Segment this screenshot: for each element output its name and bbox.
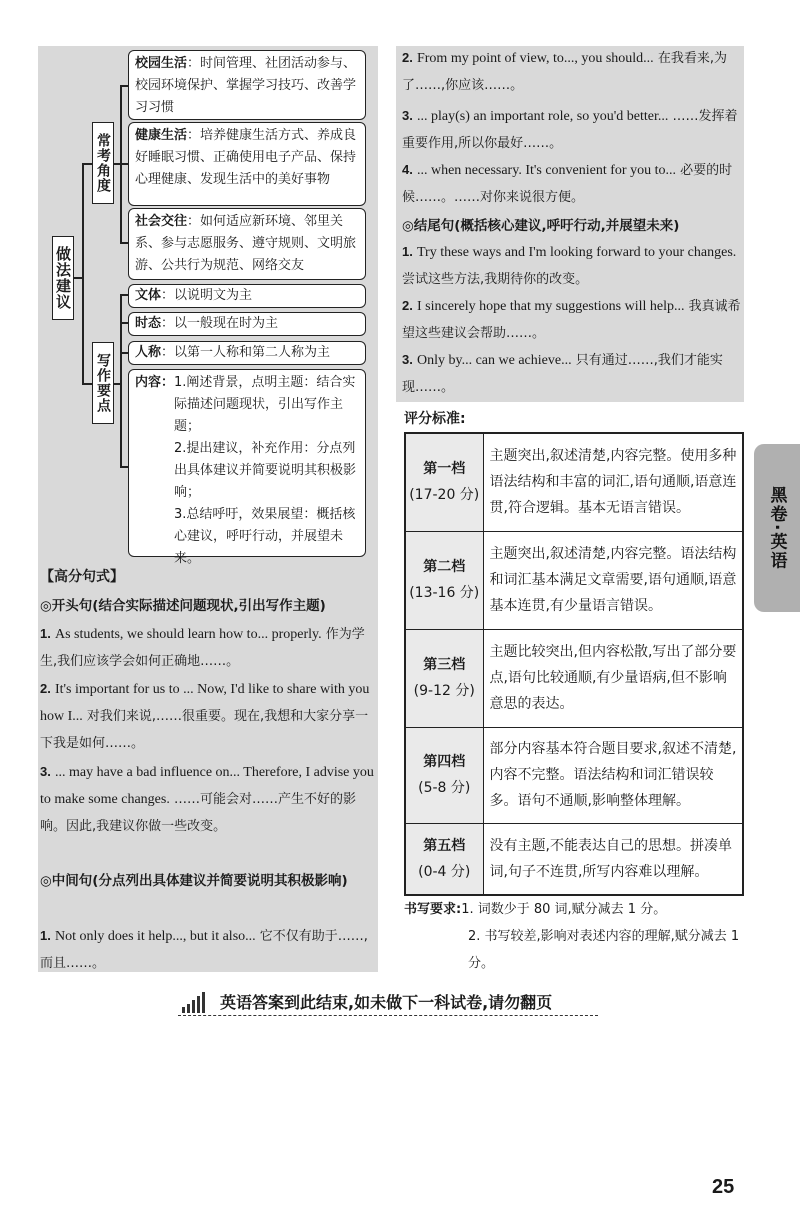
mindmap-root: 做法建议 xyxy=(52,236,74,320)
ending-sentence-2: 2. I sincerely hope that my suggestions will help... 我真诚希望这些建议会帮助……。 xyxy=(402,298,741,341)
table-row xyxy=(405,531,743,629)
ending-sentence-3: 3. Only by... can we achieve... 只有通过……,我们才能实现……。 xyxy=(402,352,723,395)
description-cell: 主题比较突出,但内容松散,写出了部分要点,语句比较通顺,有少量语病,但不影响意思的表达。 xyxy=(483,629,743,727)
angle-box-social: 社会交往：如何适应新环境、邻里关系、参与志愿服务、遵守规则、文明旅游、公共行为规范、网络交友 xyxy=(128,208,366,280)
level-cell: 第二档 (13-16 分) xyxy=(405,531,483,629)
connector-line xyxy=(120,322,128,324)
middle-heading: ◎中间句(分点列出具体建议并简要说明其积极影响) xyxy=(40,873,348,889)
connector-line xyxy=(120,163,128,165)
level-cell: 第一档 (17-20 分) xyxy=(405,433,483,531)
description-cell: 主题突出,叙述清楚,内容完整。使用多种语法结构和丰富的词汇,语句通顺,语意连贯,符合逻辑。基本无语言错误。 xyxy=(483,433,743,531)
content-item: 3.总结呼吁，效果展望：概括核心建议，呼吁行动，并展望未来。 xyxy=(174,507,356,566)
subject-side-tab: 黑卷·英语 xyxy=(754,444,800,612)
footer-note: 英语答案到此结束,如未做下一科试卷,请勿翻页 xyxy=(178,990,598,1016)
opening-sentence-1: 1. As students, we should learn how to... properly. 作为学生,我们应该学会如何正确地……。 xyxy=(40,626,365,669)
writing-requirements: 书写要求:1. 词数少于 80 词,赋分减去 1 分。 2. 书写较差,影响对表述内容的理解,赋分减去 1 分。 xyxy=(404,902,740,971)
description-cell: 没有主题,不能表达自己的思想。拼凑单词,句子不连贯,所写内容难以理解。 xyxy=(483,823,743,895)
connector-line xyxy=(82,383,92,385)
level-cell: 第五档 (0-4 分) xyxy=(405,823,483,895)
point-box-tense: 时态：以一般现在时为主 xyxy=(128,312,366,336)
connector-line xyxy=(74,277,82,279)
table-row xyxy=(405,433,743,531)
angle-box-campus: 校园生活：时间管理、社团活动参与、校园环境保护、掌握学习技巧、改善学习习惯 xyxy=(128,50,366,120)
connector-line xyxy=(120,294,128,296)
middle-sentence-3: 3. ... play(s) an important role, so you'd better... ……发挥着重要作用,所以你最好……。 xyxy=(402,108,738,151)
connector-line xyxy=(120,85,128,87)
high-score-title: 【高分句式】 xyxy=(40,569,124,585)
point-box-style: 文体：以说明文为主 xyxy=(128,284,366,308)
level-cell: 第四档 (5-8 分) xyxy=(405,727,483,823)
mindmap-branch-angles: 常考角度 xyxy=(92,122,114,204)
point-box-person: 人称：以第一人称和第二人称为主 xyxy=(128,341,366,365)
connector-line xyxy=(82,163,84,383)
middle-sentence-2: 2. From my point of view, to..., you should... 在我看来,为了……,你应该……。 xyxy=(402,50,727,93)
connector-line xyxy=(82,163,92,165)
content-item: 2.提出建议，补充作用：分点列出具体建议并简要说明其积极影响； xyxy=(174,441,357,500)
opening-heading: ◎开头句(结合实际描述问题现状,引出写作主题) xyxy=(40,598,326,614)
scoring-table xyxy=(404,432,744,896)
opening-sentence-3: 3. ... may have a bad influence on... Therefore, I advise you to make some changes. ……可能会对……产生不好的影响。因此,我建议你做一些改变。 xyxy=(40,764,374,834)
angle-box-health: 健康生活：培养健康生活方式、养成良好睡眠习惯、正确使用电子产品、保持心理健康、发现生活中的美好事物 xyxy=(128,122,366,206)
connector-line xyxy=(120,466,128,468)
point-box-content: 内容： 1.阐述背景，点明主题：结合实际描述问题现状，引出写作主题； 2.提出建议，补充作用：分点列出具体建议并简要说明其积极影响； 3.总结呼吁，效果展望：概括核心建议，呼吁行动，并展望未来。 xyxy=(128,369,366,557)
middle-sentence-4: 4. ... when necessary. It's convenient for you to... 必要的时候……。……对你来说很方便。 xyxy=(402,162,733,205)
middle-sentence-1: 1. Not only does it help..., but it also... 它不仅有助于……,而且……。 xyxy=(40,928,368,971)
table-row xyxy=(405,823,743,895)
opening-sentence-2: 2. It's important for us to ... Now, I'd like to share with you how I... 对我们来说,……很重要。现在,我想和大家分享一下我是如何……。 xyxy=(40,681,370,751)
page-number: 25 xyxy=(712,1176,735,1198)
scoring-title: 评分标准: xyxy=(404,411,466,427)
connector-line xyxy=(120,294,122,466)
ending-sentence-1: 1. Try these ways and I'm looking forward to your changes. 尝试这些方法,我期待你的改变。 xyxy=(402,244,737,287)
connector-line xyxy=(120,242,128,244)
connector-line xyxy=(120,352,128,354)
description-cell: 主题突出,叙述清楚,内容完整。语法结构和词汇基本满足文章需要,语句通顺,语意基本连贯,有少量语言错误。 xyxy=(483,531,743,629)
table-row xyxy=(405,727,743,823)
level-cell: 第三档 (9-12 分) xyxy=(405,629,483,727)
description-cell: 部分内容基本符合题目要求,叙述不清楚,内容不完整。语法结构和词汇错误较多。语句不通顺,影响整体理解。 xyxy=(483,727,743,823)
content-item: 1.阐述背景，点明主题：结合实际描述问题现状，引出写作主题； xyxy=(174,375,356,434)
ending-heading: ◎结尾句(概括核心建议,呼吁行动,并展望未来) xyxy=(402,218,680,234)
table-row xyxy=(405,629,743,727)
mindmap-branch-points: 写作要点 xyxy=(92,342,114,424)
